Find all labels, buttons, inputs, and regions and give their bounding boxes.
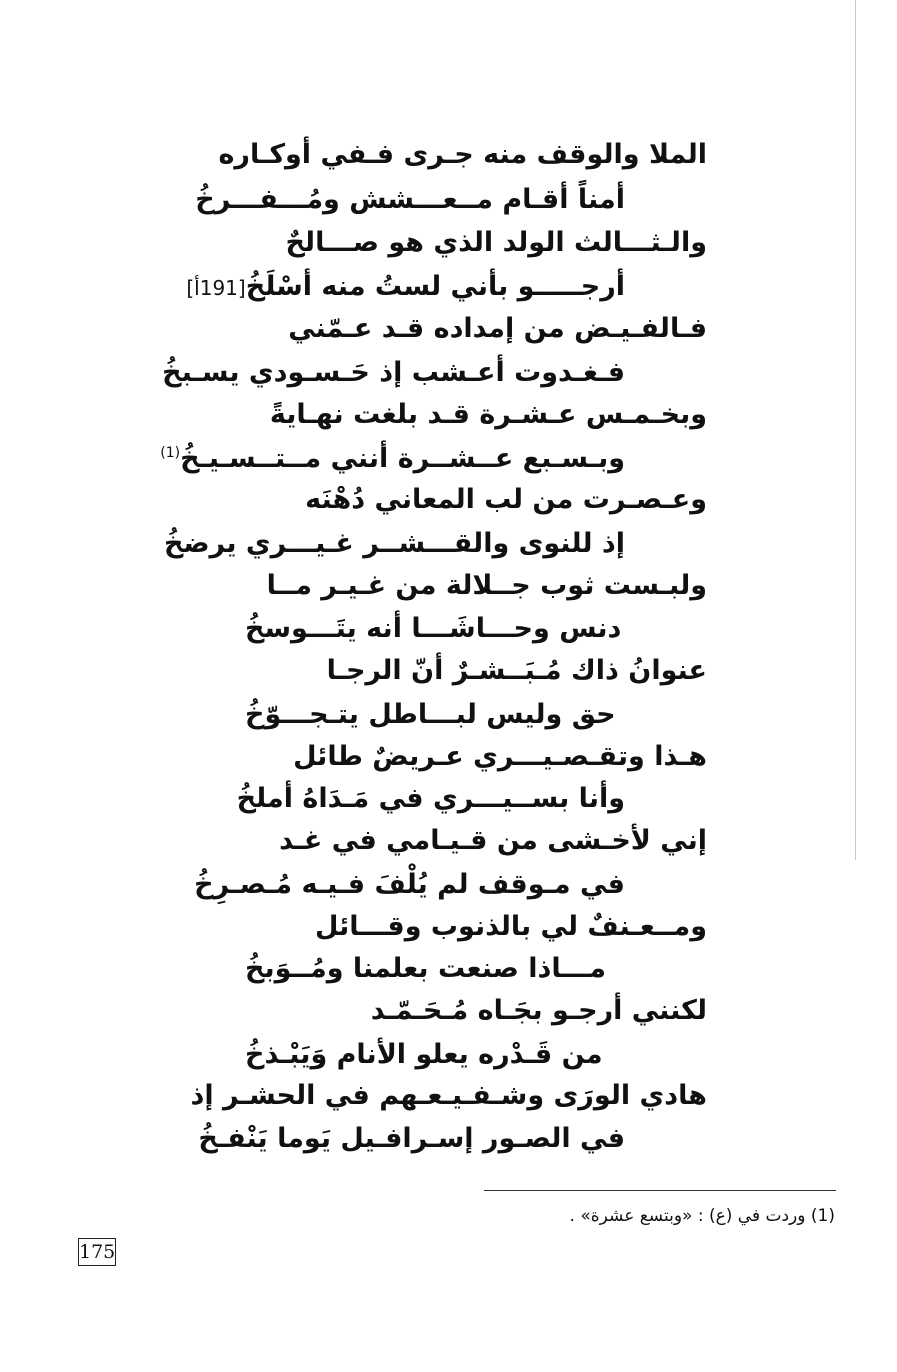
- folio-marker: [191أ]: [186, 276, 246, 300]
- verse-5-first-hemistich: وعـصـرت من لب المعاني دُهْنَه: [305, 484, 707, 515]
- verse-6-second-hemistich: دنس وحـــاشَـــا أنه يتَـــوسخُ: [245, 613, 622, 644]
- verse-2-second-hemistich: [186, 268, 625, 307]
- verse-4-second-text: وبـسـبع عــشــرة أنني مــتــسـيـخُ: [180, 443, 625, 474]
- verse-9-first-hemistich: إني لأخـشى من قـيـامي في غـد: [279, 825, 707, 856]
- footnote-text: (1) وردت في (ع) : «وبتسع عشرة» .: [569, 1206, 835, 1226]
- verse-8-second-hemistich: وأنا بســيـــري في مَـدَاهُ أملخُ: [236, 783, 625, 814]
- verse-11-first-hemistich: لكنني أرجـو بجَـاه مُـحَـمّـد: [370, 995, 707, 1026]
- verse-2-second-text: أرجـــــو بأني لستُ منه أسْلَخُ: [245, 271, 625, 302]
- verse-3-first-hemistich: فـالفـيـض من إمداده قـد عـمّني: [288, 313, 707, 344]
- page-number: 175: [78, 1238, 116, 1266]
- footnote-reference: (1): [160, 445, 181, 461]
- verse-6-first-hemistich: ولبـست ثوب جــلالة من غـيـر مــا: [266, 570, 707, 601]
- verse-9-second-hemistich: في مـوقف لم يُلْفَ فـيـه مُـصـرِخُ: [194, 869, 625, 900]
- verse-8-first-hemistich: هـذا وتقـصـيـــري عـريضٌ طائل: [293, 741, 707, 772]
- verse-3-second-hemistich: فـغـدوت أعـشب إذ حَـسـودي يسـبخُ: [162, 357, 625, 388]
- verse-4-second-hemistich: [160, 440, 625, 478]
- verse-10-first-hemistich: ومــعـنفٌ لي بالذنوب وقـــائل: [315, 911, 707, 942]
- verse-11-second-hemistich: من قَـدْره يعلو الأنام وَيَبْـذخُ: [245, 1039, 603, 1070]
- footnote-separator: [484, 1190, 836, 1191]
- verse-12-second-hemistich: في الصـور إسـرافـيل يَوما يَنْفـخُ: [198, 1123, 625, 1154]
- verse-5-second-hemistich: إذ للنوى والقـــشــر غـيـــري يرضخُ: [164, 528, 625, 559]
- verse-1-first-hemistich: الملا والوقف منه جـرى فـفي أوكـاره: [218, 139, 707, 170]
- verse-7-first-hemistich: عنوانُ ذاك مُـبَــشـرٌ أنّ الرجـا: [326, 655, 707, 686]
- verse-10-second-hemistich: مـــاذا صنعت بعلمنا ومُــوَبخُ: [245, 953, 606, 984]
- verse-2-first-hemistich: والـثـــالث الولد الذي هو صـــالحٌ: [285, 227, 707, 258]
- verse-12-first-hemistich: هادي الورَى وشـفـيـعـهم في الحشـر إذ: [190, 1080, 707, 1111]
- verse-4-first-hemistich: وبخـمـس عـشـرة قـد بلغت نهـايةً: [269, 399, 707, 430]
- verse-7-second-hemistich: حق وليس لبـــاطل يتـجـــوّخُ: [245, 699, 616, 730]
- verse-1-second-hemistich: أمناً أقـام مــعـــشش ومُـــفـــرخُ: [195, 184, 625, 215]
